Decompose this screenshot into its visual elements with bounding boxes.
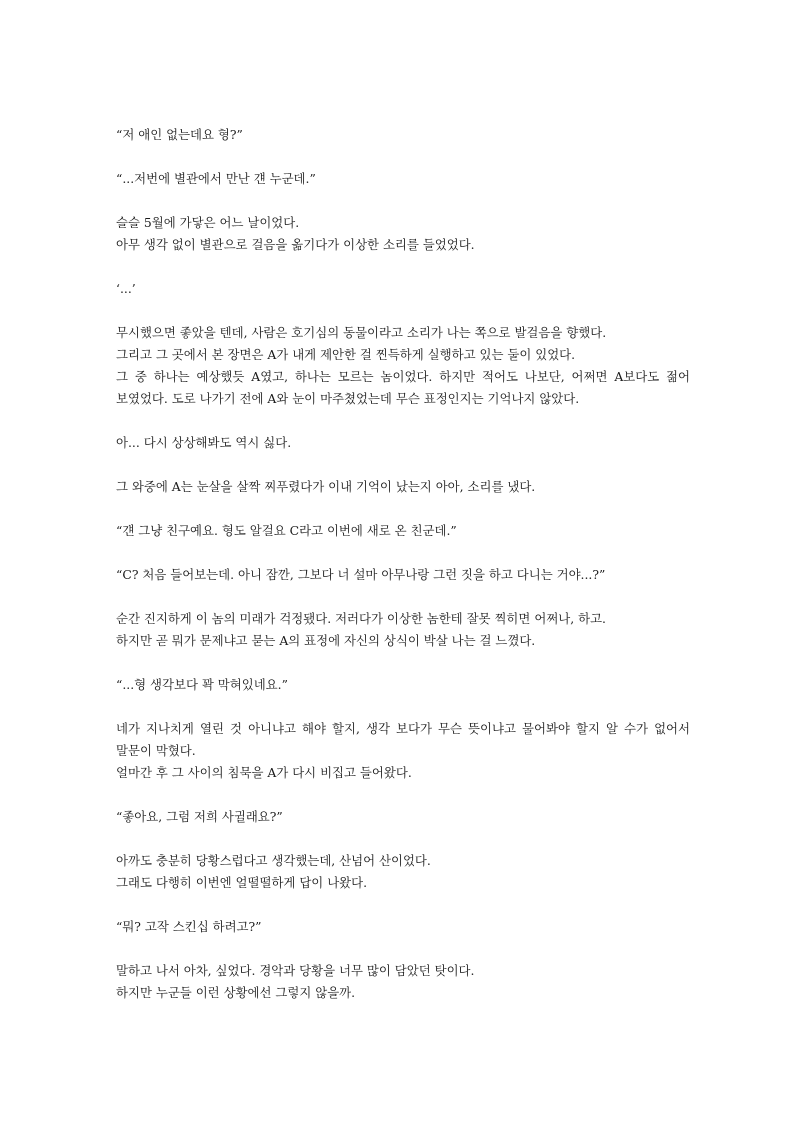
- text-line: “...형 생각보다 꽉 막혀있네요.”: [116, 677, 288, 692]
- paragraph: [116, 608, 690, 652]
- paragraph: [116, 520, 690, 542]
- text-line: “걘 그냥 친구예요. 형도 알걸요 C라고 이번에 새로 온 친군데.”: [116, 523, 457, 538]
- text-line: “...저번에 별관에서 만난 걘 누군데.”: [116, 171, 316, 186]
- text-block: 그 중 하나는 예상했듯 A였고, 하나는 모르는 놈이었다. 하지만 적어도 나보단, 어쩌면 A보다도 젊어 보였었다. 도로 나가기 전에 A와 눈이 마주쳤었는데 무슨 표정인지는 기억나지 않았다.: [116, 369, 690, 406]
- text-line: 얼마간 후 그 사이의 침묵을 A가 다시 비집고 들어왔다.: [116, 765, 412, 780]
- paragraph: [116, 850, 690, 894]
- document-body: [116, 124, 690, 1026]
- paragraph: [116, 212, 690, 256]
- paragraph: [116, 278, 690, 300]
- text-line: ‘...’: [116, 281, 136, 296]
- text-line: 아까도 충분히 당황스럽다고 생각했는데, 산넘어 산이었다.: [116, 853, 431, 868]
- paragraph: [116, 322, 690, 410]
- paragraph: [116, 168, 690, 190]
- paragraph: [116, 476, 690, 498]
- text-line: 무시했으면 좋았을 텐데, 사람은 호기심의 동물이라고 소리가 나는 쪽으로 발걸음을 향했다.: [116, 325, 607, 340]
- paragraph: [116, 674, 690, 696]
- text-line: 순간 진지하게 이 놈의 미래가 걱정됐다. 저러다가 이상한 놈한테 잘못 찍히면 어쩌나, 하고.: [116, 611, 606, 626]
- text-block: 네가 지나치게 열린 것 아니냐고 해야 할지, 생각 보다가 무슨 뜻이냐고 물어봐야 할지 알 수가 없어서 말문이 막혔다.: [116, 721, 690, 758]
- text-line: “뭐? 고작 스킨십 하려고?”: [116, 919, 262, 934]
- text-line: 그리고 그 곳에서 본 장면은 A가 내게 제안한 걸 찐득하게 실행하고 있는 둘이 있었다.: [116, 347, 576, 362]
- text-line: “저 애인 없는데요 형?”: [116, 127, 243, 142]
- paragraph: [116, 806, 690, 828]
- paragraph: [116, 916, 690, 938]
- text-line: “C? 처음 들어보는데. 아니 잠깐, 그보다 너 설마 아무나랑 그런 짓을 하고 다니는 거야...?”: [116, 567, 606, 582]
- text-line: 그래도 다행히 이번엔 얼떨떨하게 답이 나왔다.: [116, 875, 368, 890]
- paragraph: [116, 960, 690, 1004]
- paragraph: [116, 432, 690, 454]
- text-line: 그 와중에 A는 눈살을 살짝 찌푸렸다가 이내 기억이 났는지 아아, 소리를 냈다.: [116, 479, 536, 494]
- text-line: 하지만 누군들 이런 상황에선 그렇지 않을까.: [116, 985, 356, 1000]
- paragraph: [116, 564, 690, 586]
- text-line: 아... 다시 상상해봐도 역시 싫다.: [116, 435, 292, 450]
- text-line: “좋아요, 그럼 저희 사귈래요?”: [116, 809, 283, 824]
- text-line: 말하고 나서 아차, 싶었다. 경악과 당황을 너무 많이 담았던 탓이다.: [116, 963, 475, 978]
- text-line: 하지만 곧 뭐가 문제냐고 묻는 A의 표정에 자신의 상식이 박살 나는 걸 느꼈다.: [116, 633, 536, 648]
- text-line: 슬슬 5월에 가닿은 어느 날이었다.: [116, 215, 300, 230]
- paragraph: [116, 124, 690, 146]
- text-line: 아무 생각 없이 별관으로 걸음을 옮기다가 이상한 소리를 들었었다.: [116, 237, 475, 252]
- paragraph: [116, 718, 690, 784]
